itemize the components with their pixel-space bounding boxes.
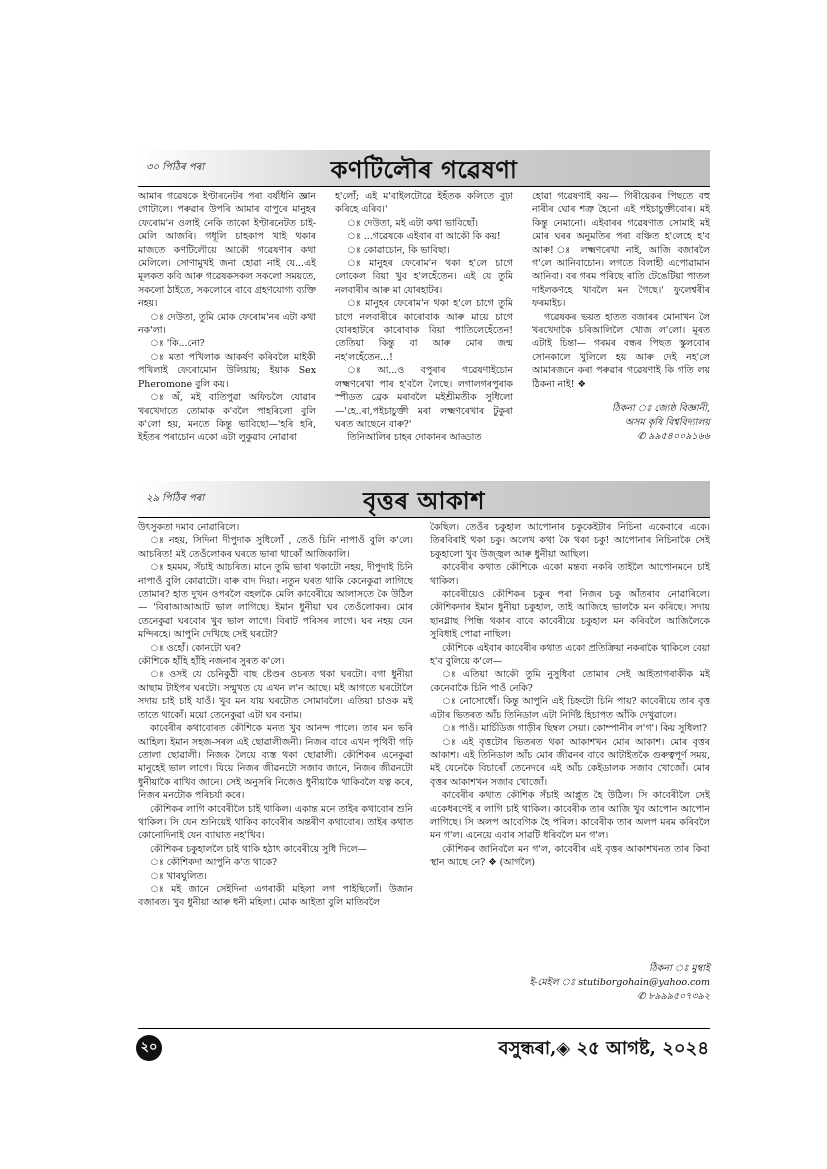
paragraph: ঃ কৌশিকদা আপুনি ক'ত থাকে?: [150, 857, 278, 869]
article1-title: কণটিলৌৰ গৱেষণা: [330, 155, 518, 184]
paragraph: কৌশিকৰ চকুহাললৈ চাই থাকি হঠাৎ কাবেৰীয়ে সুধি দিলে—: [150, 843, 367, 855]
article1-column-2: [335, 190, 513, 480]
paragraph: হ'লোঁ; এই ম'বাইলটোৱে ইহঁতক কলিতে বুঢ়া কৰিহে এৰিব।': [335, 191, 513, 216]
signature-line: ✆ ৯৯৫৪০০৯১৬৬: [637, 431, 710, 442]
paragraph: ঃ খাৰঘুলিত।: [150, 870, 207, 882]
paragraph: ঃ দেউতা, তুমি মোক ফেৰোম'নৰ এটা কথা নক'লা।: [138, 311, 316, 337]
paragraph: ঃ ওসই যে চেনিকুঠী বাছ ষ্টেণ্ডৰ ওচৰত থকা ঘৰটো। বগা ধুনীয়া আছাম টাইপৰ ঘৰটো। সন্মুখত যে এখন ল'ন আছে। মই আগতে ঘৰটোলৈ সদায় চাই চাই যাওঁ। খুব মন যায় ঘৰটোত সোমাবলৈ। এতিয়া চাওক মই তাতে থাকোঁ। ময়ো তেনেকুৱা এটা ঘৰ বনাম।: [138, 669, 413, 721]
paragraph: ঃ মানুহৰ ফেৰোম'ন থকা হ'লে চাগে তুমি চাগে নলবাৰীৰে কাৰোবাক আৰু মায়ে চাগে যোৰহাটৰে কাৰোবাক বিয়া পাতিলেহেঁতেন! তেতিয়া কিন্তু বা আৰু মোৰ জন্ম নহ'লহেঁতেন...!: [335, 298, 513, 363]
paragraph: কাবেৰীৰ কথাত কৌশিক সঁচাই আপ্লুত হৈ উঠিল। সি কাবেৰীলৈ সেই একেধৰণেই ৰ লাগি চাই থাকিল। কাবেৰীক তাৰ আজি খুব আপোন আপোন লাগিছে। সি অলপ আবেগিক হৈ পৰিল। কাবেৰীক তাৰ অলপ মৰম কৰিবলৈ মন গ'ল। এনেয়ে এবাৰ সাৱটি ধৰিবলৈ মন গ'ল।: [430, 790, 710, 842]
paragraph: ঃ হমমম, সঁচাই আচৰিত। মানে তুমি ভাৰা থকাটো নহয়, দীপুদাই চিনি নাপাওঁ বুলি কোৱাটো। বাৰু বাদ দিয়া। নতুন ঘৰত থাকি কেনেকুৱা লাগিছে তোমাৰ? হাত দুখন ওপৰলৈ বহলকৈ মেলি কাবেৰীয়ে আলাসতে কৈ উঠিল— 'বিৰাআআআট ভাল লাগিছে। ইমান ধুনীয়া ঘৰ তেওঁলোকৰ। মোৰ তেনেকুৱা ঘৰবোৰ খুব ভাল লাগে। বিৰাট পৰিসৰ লাগে। ঘৰ নহয় যেন মন্দিৰহে। আপুনি দেখিছে সেই ঘৰটো?: [138, 562, 413, 641]
paragraph: কাবেৰীয়েও কৌশিকৰ চকুৰ পৰা নিজৰ চকু আঁতৰাব নোৱাৰিলে। কৌশিকদাৰ ইমান ধুনীয়া চকুহাল, তাই আজিহে ভালকৈ মন কৰিছে। সদায় ছানগ্লাছ পিন্ধি থকাৰ বাবে কাবেৰীয়ে চকুহাল মন কৰিবলৈ আজিলৈকে সুবিধাই পোৱা নাছিল।: [430, 589, 710, 641]
paragraph: কৌশিকে এইবাৰ কাবেৰীৰ কথাত একো প্ৰতিক্ৰিয়া নকৰাকৈ থাকিলে বেয়া হ'ব বুলিয়ে ক'লে—: [430, 642, 710, 668]
article1-header-rule: [138, 186, 710, 187]
paragraph: কৈছিল। তেওঁৰ চকুহাল আপোনাৰ চকুকেইটাৰ নিচিনা একেবাৰে একে। তিৰবিৰাই থকা চকু। অলেখ কথা কৈ থকা চকু! আপোনাৰ নিচিনাকৈ সেই চকুহালো খুব উজ্জ্বল আৰু ধুনীয়া আছিল।: [430, 522, 710, 560]
article1-column-1: [138, 190, 316, 480]
paragraph: কাবেৰীৰ কথাত কৌশিকে একো মন্তব্য নকৰি তাইলৈ আপোনমনে চাই থাকিল।: [430, 562, 710, 587]
paragraph: ঃ মতা পখিলাক আকৰ্ষণ কৰিবলৈ মাইকী পখিলাই ফেৰোমোন উলিয়ায়; ইয়াক Sex Pheromone বুলি কয়।: [138, 351, 316, 390]
paragraph: ঃ এই বৃত্তটোৰ ভিতৰত থকা আকাশখন মোৰ আকাশ। মোৰ বৃত্তৰ আকাশ। এই তিনিডাল আঁচ মোৰ জীৱনৰ বাবে আটাইতকৈ গুৰুত্বপূৰ্ণ সময়, মই যেনেকৈ বিচাৰোঁ তেনেদৰে এই আঁচ কেইডালক সজাব খোজোঁ। মোৰ বৃত্তৰ আকাশখন সজাব খোজোঁ।: [430, 736, 710, 788]
paragraph: ঃ নোসোধোঁ। কিন্তু আপুনি এই চিহ্নটো চিনি পায়? কাবেৰীয়ে তাৰ বৃত্ত এটাৰ ভিতৰত আঁচ তিনিডাল এটা নিৰ্দিষ্ট হিচাপত আঁকি দেখুৱালে।: [430, 696, 710, 721]
article2-header-rule: [138, 517, 710, 518]
paragraph: ঃ মই জানে সেইদিনা এগৰাকী মহিলা লগ পাইছিলোঁ। উজান বজাৰত। খুব ধুনীয়া আৰু ধনী মহিলা। মোক আইতা বুলি মাতিবলৈ: [138, 883, 413, 909]
paragraph: হোৱা গৱেষণাই কয়— গিৰীয়েকৰ পিছতে বহু নাৰীৰ ঘোৰ শত্ৰু হৈনো এই পইচাচুক্তীবোৰ। মই কিন্তু নেমানো। এইবাৰৰ গৱেষণাত সোমাই মই মোৰ ঘৰৰ অনুমতিৰ পৰা বঞ্চিত হ'লেহে হ'ব আৰু! ঃ লক্ষ্মণৰেখা নাই, আজি বজাৰলৈ গ'লে আনিবাচোন। লগতে বিলাহী এপোৱামান আনিবা। বৰ গৰম পৰিছে ৰাতি টেঙেটিয়া পাতল দাইলকণহে খাবলৈ মন গৈছে।' ফুলেশ্বৰীৰ ফৰমাইচ।: [532, 191, 710, 310]
paragraph: কৌশিকে হাঁহি হাঁহি নজনাৰ সুৰত ক'লে।: [138, 656, 285, 668]
paragraph: ঃ 'কি...নো?: [150, 338, 205, 350]
paragraph: ঃ অঁ, মই বাতিপুৱা অফিচলৈ যোৱাৰ খৰখেদাতে তোমাক ক'বলৈ পাহৰিলো বুলি ক'লো হয়, মনতে কিন্তু ভাবিছো—'হৰি হৰি, ইহঁতৰ পৰাচোন একো এটা লুকুৱাব নোৱাৰা: [138, 392, 316, 444]
article2-continued: ২৯ পিঠিৰ পৰা: [146, 493, 205, 504]
signature-line: ঠিকনা ঃ জ্যেষ্ঠ বিজ্ঞানী,: [611, 403, 710, 414]
paragraph: ঃ ওহোঁ। কোনটো ঘৰ?: [150, 642, 241, 654]
signature-line: ই-মেইল ঃ stutiborgohain@yahoo.com: [529, 977, 710, 988]
paragraph: তিনিআলিৰ চাহৰ দোকানৰ আড্ডাত: [347, 432, 482, 444]
article2-title: বৃত্তৰ আকাশ: [363, 486, 485, 515]
article1-header: [138, 150, 710, 186]
paragraph: কৌশিকৰ জানিবলৈ মন গ'ল, কাবেৰীৰ এই বৃত্তৰ আকাশখনত তাৰ কিবা স্থান আছে নে? ❖ (আগলৈ): [430, 843, 710, 869]
article2-header: [138, 481, 710, 517]
paragraph: উৎসুকতা দমাব নোৱাৰিলে।: [138, 522, 240, 533]
footer-rule: [138, 1028, 710, 1029]
signature-line: ✆ ৮৯৯৯৫০৭৩৯২: [637, 991, 710, 1002]
paragraph: ঃ আ...ও বপুৰাৰ গৱেষণাইচোন লক্ষ্মণৰেখা পাৰ হ'বলৈ লৈছে। লগালগৰপুৰাক স্পীডত ব্ৰেক মৰাবলৈ মইশ্ৰীমতীক সুধিলো—'হে..ৰা,পইচাচুক্তী মৰা লক্ষ্মণৰেখাৰ টুকুৰা ঘৰত আছেনে বাৰু?': [335, 365, 513, 430]
article2-signature: [430, 962, 710, 1004]
signature-line: অসম কৃষি বিশ্ববিদ্যালয়: [624, 417, 710, 428]
paragraph: কৌশিকৰ লাগি কাবেৰীলৈ চাই থাকিল। একান্ত মনে তাইৰ কথাবোৰ শুনি থাকিল। সি যেন শুনিয়েই থাকিব কাবেৰীৰ অন্তৰীণ কথাবোৰ। তাইৰ কথাত কোনোদিনাই যেন ব্যাঘাত নহ'খিব।: [138, 803, 413, 842]
article2-column-1: [138, 521, 413, 1021]
article1-continued: ৩০ পিঠিৰ পৰা: [146, 162, 205, 173]
magazine-footer: বসুন্ধৰা,◈ ২৫ আগষ্ট, ২০২৪: [498, 1038, 709, 1059]
signature-line: ঠিকনা ঃ মুম্বাই: [648, 963, 710, 974]
paragraph: ঃ কোৱাচোন, কি ভাবিছা।: [347, 244, 450, 256]
paragraph: ঃ মানুহৰ ফেৰোম'ন থকা হ'লে চাগে লোকেল বিয়া খুব হ'লহেঁতেন। এই যে তুমি নলবাৰীৰ আৰু মা যোৰহাটৰ।: [335, 258, 513, 296]
paragraph: ঃ নহয়, সিদিনা দীপুদাক সুধিলোঁ , তেওঁ চিনি নাপাওঁ বুলি ক'লে। আচৰিত! মই তেওঁলোকৰ ঘৰতে ভাৰা থাকোঁ আজিকালি।: [138, 535, 413, 560]
article2-column-2: [430, 521, 710, 941]
article1-column-3: [532, 190, 710, 390]
page-number: ২০: [136, 1035, 162, 1061]
paragraph: কাবেৰীৰ কথাবোৰত কৌশিকে মনত খুব আনন্দ পালে। তাৰ মন ভৰি আহিল। ইমান সহজ-সৰল এই ছোৱালীজনী। নিজৰ বাবে এখন পৃথিবী গঢ়ি তোলা ছোৱালী। নিজক লৈয়ে ব্যস্ত থকা ছোৱালী। কৌশিকৰ এনেকুৱা মানুহেই ভাল লাগে। যিয়ে নিজৰ জীৱনটো সজাব জানে, নিজৰ জীৱনটো ধুনীয়াকৈ ৰাখিব জানে। সেই অনুসৰি নিজেও ধুনীয়াকৈ থাকিবলৈ যত্ন কৰে, নিজৰ মনটোক পৰিচৰ্যা কৰে।: [138, 723, 413, 802]
paragraph: ঃ ...গৱেষকে এইবাৰ বা আকৌ কি কয়!: [347, 231, 501, 243]
paragraph: ঃ দেউতা, মই এটা কথা ভাবিছোঁ।: [347, 217, 478, 229]
paragraph: আমাৰ গৱেষকে ইণ্টাৰনেটৰ পৰা বৰ্ষধিনি জ্ঞান গোটালে। পৰুৱাৰ উপৰি আমাৰ বাপুৰে মানুহৰ ফেৰোম'ন ওলাই নেকি তাকো ইণ্টাৰনেটত চাই-মেলি আজৰি। গধূলি চাহকাপ খাই থকাৰ মাজতে কণটিলৌয়ে আকৌ গৱেষণাৰ কথা মেলিলে। সোণামুখই জনা হোৱা নাই যে...এই মূলকত কবি আৰু গৱেষকসকল সকলো সময়তে, সকলো ঠাইতে, সকলোৰে বাবে গ্ৰহণযোগ্য ব্যক্তি নহয়।: [138, 191, 316, 310]
article1-signature: [532, 402, 710, 444]
paragraph: ঃ এতিয়া আকৌ তুমি নুসুধিবা তোমাৰ সেই আইতাগৰাকীক মই কেনেবাকৈ চিনি পাওঁ নেকি?: [430, 669, 710, 694]
paragraph: ঃ পাওঁ। মাৰ্চিডিজ গাড়ীৰ ছিম্বল সেয়া। কোম্পানীৰ ল'গ'। কিয় সুধিলা?: [442, 723, 708, 735]
paragraph: গৱেষকৰ ভয়ত হাতত বজাৰৰ মোনাখন লৈ খৰখেদাকৈ চৰিআলিলৈ খোজ ল'লো। মূৰত এটাই চিন্তা— গৰমৰ বন্ধৰ পিছত স্কুলবোৰ সোনকালে খুলিলে হয় আৰু দেই নহ'লে আমাৰজনে কৰা পৰুৱাৰ গৱেষণাই কি গতি লয় ঠিকনা নাই! ❖: [532, 311, 710, 390]
